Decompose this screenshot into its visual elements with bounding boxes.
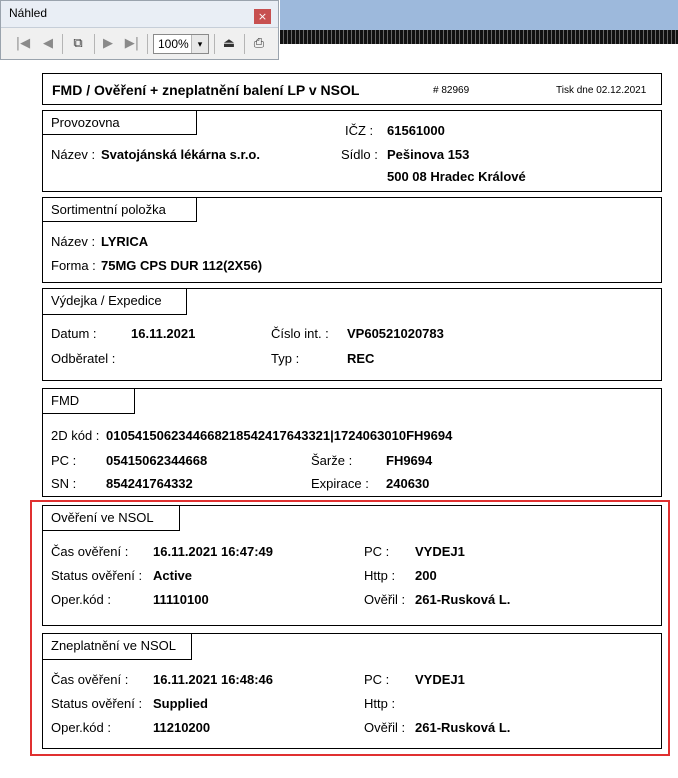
sarze-value: FH9694 [386, 453, 433, 468]
print-date: Tisk dne 02.12.2021 [556, 85, 647, 96]
toolbar-title: Náhled [9, 6, 48, 20]
tab-vydejka: Výdejka / Expedice [42, 288, 187, 315]
overeni-oper-label: Oper.kód : [51, 592, 111, 607]
sortiment-name-value: LYRICA [101, 234, 149, 249]
close-button[interactable]: × [254, 9, 271, 24]
expirace-value: 240630 [386, 476, 430, 491]
report-title: FMD / Ověření + zneplatnění balení LP v NSOL [52, 82, 360, 98]
overeni-oper-value: 11110100 [153, 592, 209, 607]
zneplatneni-cas-label: Čas ověření : [51, 672, 129, 687]
overeni-pc-label: PC : [364, 544, 390, 559]
section-vydejka [42, 288, 662, 381]
zneplatneni-pc-value: VYDEJ1 [415, 672, 465, 687]
zneplatneni-http-label: Http : [364, 696, 396, 711]
zneplatneni-oper-value: 11210200 [153, 720, 211, 735]
tab-overeni: Ověření ve NSOL [42, 505, 180, 531]
overeni-http-label: Http : [364, 568, 396, 583]
zoom-value: 100% [158, 37, 189, 51]
exit-icon[interactable]: ⏏ [222, 36, 236, 51]
name-value: Svatojánská lékárna s.r.o. [101, 147, 260, 162]
tab-sortiment: Sortimentní položka [42, 197, 197, 222]
zneplatneni-status-value: Supplied [153, 696, 208, 711]
typ-value: REC [347, 351, 375, 366]
tab-fmd: FMD [42, 388, 135, 414]
zneplatneni-oper-label: Oper.kód : [51, 720, 111, 735]
prev-page-icon[interactable]: ◀ [43, 36, 53, 51]
sidlo-value: Pešinova 153 [387, 147, 470, 162]
sidlo-label: Sídlo : [341, 147, 378, 162]
cislo-label: Číslo int. : [271, 326, 329, 341]
pc-value: 05415062344668 [106, 453, 208, 468]
print-icon[interactable]: ⎙ [253, 36, 265, 51]
overeni-status-label: Status ověření : [51, 568, 143, 583]
sidlo-value2: 500 08 Hradec Králové [387, 169, 526, 184]
icz-label: IČZ : [345, 123, 374, 138]
next-page-icon[interactable]: ▶ [103, 36, 113, 51]
tab-zneplatneni: Zneplatnění ve NSOL [42, 633, 192, 660]
sn-value: 854241764332 [106, 476, 193, 491]
section-fmd [42, 388, 662, 497]
kod-value: 0105415062344668218542417643321|1724063010FH9694 [106, 428, 453, 443]
sarze-label: Šarže : [311, 453, 353, 468]
section-overeni [42, 505, 662, 626]
last-page-icon[interactable]: ▶| [124, 36, 140, 51]
datum-value: 16.11.2021 [131, 326, 196, 341]
section-zneplatneni [42, 633, 662, 749]
pc-label: PC : [51, 453, 77, 468]
overeni-overil-label: Ověřil : [364, 592, 406, 607]
zneplatneni-pc-label: PC : [364, 672, 390, 687]
expirace-label: Expirace : [311, 476, 369, 491]
report-number: # 82969 [433, 85, 470, 96]
tab-provozovna: Provozovna [42, 110, 197, 135]
sn-label: SN : [51, 476, 77, 491]
cislo-value: VP60521020783 [347, 326, 444, 341]
overeni-cas-label: Čas ověření : [51, 544, 129, 559]
zneplatneni-cas-value: 16.11.2021 16:48:46 [153, 672, 273, 687]
overeni-pc-value: VYDEJ1 [415, 544, 465, 559]
overeni-cas-value: 16.11.2021 16:47:49 [153, 544, 273, 559]
name-label: Název : [51, 147, 96, 162]
forma-value: 75MG CPS DUR 112(2X56) [101, 258, 263, 273]
overeni-http-value: 200 [415, 568, 437, 583]
section-provozovna [42, 110, 662, 192]
typ-label: Typ : [271, 351, 300, 366]
odberatel-label: Odběratel : [51, 351, 116, 366]
forma-label: Forma : [51, 258, 96, 273]
report-header [42, 73, 662, 105]
zneplatneni-overil-label: Ověřil : [364, 720, 406, 735]
zneplatneni-status-label: Status ověření : [51, 696, 143, 711]
chevron-down-icon[interactable]: ▾ [191, 35, 208, 53]
datum-label: Datum : [51, 326, 97, 341]
icz-value: 61561000 [387, 123, 445, 138]
zneplatneni-overil-value: 261-Rusková L. [415, 720, 511, 735]
section-sortiment [42, 197, 662, 283]
overeni-overil-value: 261-Rusková L. [415, 592, 511, 607]
kod-label: 2D kód : [51, 428, 100, 443]
first-page-icon[interactable]: |◀ [15, 36, 31, 51]
pages-icon[interactable]: ⧉ [73, 36, 83, 51]
sortiment-name-label: Název : [51, 234, 96, 249]
overeni-status-value: Active [153, 568, 193, 583]
